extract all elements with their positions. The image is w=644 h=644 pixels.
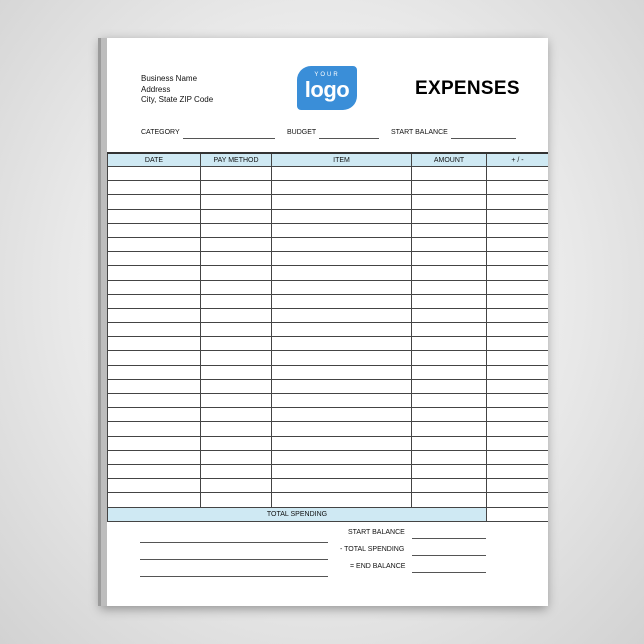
table-cell[interactable] (272, 337, 412, 351)
table-cell[interactable] (272, 351, 412, 365)
table-row (108, 280, 549, 294)
category-label: CATEGORY (141, 129, 180, 136)
table-cell[interactable] (108, 479, 201, 493)
table-cell[interactable] (108, 422, 201, 436)
table-cell[interactable] (108, 223, 201, 237)
table-cell[interactable] (487, 280, 549, 294)
table-cell[interactable] (272, 252, 412, 266)
table-row (108, 337, 549, 351)
table-row (108, 167, 549, 181)
table-cell[interactable] (272, 223, 412, 237)
table-row (108, 365, 549, 379)
table-cell[interactable] (412, 493, 487, 507)
table-cell[interactable] (487, 237, 549, 251)
table-row (108, 436, 549, 450)
total-spending-label: TOTAL SPENDING (108, 507, 487, 521)
table-cell[interactable] (487, 365, 549, 379)
summary-total-spending-label: - TOTAL SPENDING (340, 546, 405, 553)
table-cell[interactable] (108, 294, 201, 308)
table-cell[interactable] (108, 266, 201, 280)
business-address: Address (141, 84, 171, 94)
notes-line-3[interactable] (140, 576, 328, 577)
table-cell[interactable] (272, 266, 412, 280)
table-cell[interactable] (201, 237, 272, 251)
table-body (108, 167, 549, 508)
table-cell[interactable] (201, 209, 272, 223)
table-row (108, 294, 549, 308)
table-cell[interactable] (201, 266, 272, 280)
summary-start-balance-field[interactable] (412, 538, 486, 539)
table-cell[interactable] (487, 181, 549, 195)
col-header-pay-method: PAY METHOD (201, 153, 272, 167)
table-cell[interactable] (487, 252, 549, 266)
table-cell[interactable] (201, 252, 272, 266)
table-row (108, 408, 549, 422)
table-cell[interactable] (487, 337, 549, 351)
notes-line-1[interactable] (140, 542, 328, 543)
table-cell[interactable] (412, 351, 487, 365)
table-cell[interactable] (412, 450, 487, 464)
table-cell[interactable] (272, 365, 412, 379)
table-cell[interactable] (201, 195, 272, 209)
company-logo (297, 66, 357, 110)
table-cell[interactable] (412, 237, 487, 251)
table-cell[interactable] (272, 422, 412, 436)
col-header-item: ITEM (272, 153, 412, 167)
table-cell[interactable] (272, 450, 412, 464)
table-cell[interactable] (201, 223, 272, 237)
table-cell[interactable] (272, 308, 412, 322)
table-cell[interactable] (412, 280, 487, 294)
table-cell[interactable] (201, 464, 272, 478)
table-cell[interactable] (108, 464, 201, 478)
table-cell[interactable] (108, 394, 201, 408)
expense-form-sheet (107, 38, 548, 606)
table-cell[interactable] (201, 436, 272, 450)
table-cell[interactable] (108, 308, 201, 322)
table-cell[interactable] (412, 337, 487, 351)
col-header-plus-minus: + / - (487, 153, 549, 167)
table-cell[interactable] (412, 308, 487, 322)
table-cell[interactable] (108, 323, 201, 337)
business-info (141, 74, 213, 106)
table-cell[interactable] (108, 252, 201, 266)
summary-start-balance-label: START BALANCE (348, 529, 405, 536)
table-row (108, 464, 549, 478)
summary-total-spending-field[interactable] (412, 555, 486, 556)
table-cell[interactable] (412, 436, 487, 450)
table-cell[interactable] (272, 479, 412, 493)
table-row (108, 493, 549, 507)
table-row (108, 223, 549, 237)
table-cell[interactable] (412, 408, 487, 422)
business-city-line: City, State ZIP Code (141, 95, 214, 104)
table-cell[interactable] (201, 408, 272, 422)
table-cell[interactable] (412, 365, 487, 379)
table-cell[interactable] (108, 493, 201, 507)
summary-end-balance-label: = END BALANCE (350, 563, 406, 570)
table-cell[interactable] (201, 181, 272, 195)
start-balance-label: START BALANCE (391, 129, 448, 136)
budget-field[interactable] (319, 138, 379, 139)
table-cell[interactable] (108, 237, 201, 251)
table-cell[interactable] (412, 209, 487, 223)
table-cell[interactable] (108, 450, 201, 464)
table-cell[interactable] (201, 479, 272, 493)
table-cell[interactable] (487, 223, 549, 237)
logo-big-text: logo (304, 77, 350, 102)
table-cell[interactable] (201, 167, 272, 181)
table-cell[interactable] (201, 294, 272, 308)
table-cell[interactable] (272, 436, 412, 450)
table-row (108, 308, 549, 322)
table-cell[interactable] (108, 181, 201, 195)
table-cell[interactable] (487, 464, 549, 478)
table-cell[interactable] (487, 167, 549, 181)
table-row (108, 252, 549, 266)
table-cell[interactable] (412, 252, 487, 266)
table-cell[interactable] (108, 351, 201, 365)
table-cell[interactable] (272, 195, 412, 209)
table-cell[interactable] (487, 493, 549, 507)
table-cell[interactable] (487, 294, 549, 308)
logo-small-text: YOUR (314, 72, 340, 78)
table-cell[interactable] (487, 479, 549, 493)
summary-end-balance-field[interactable] (412, 572, 486, 573)
table-cell[interactable] (272, 280, 412, 294)
table-cell[interactable] (201, 308, 272, 322)
table-cell[interactable] (412, 266, 487, 280)
total-row (108, 507, 549, 521)
table-cell[interactable] (487, 379, 549, 393)
table-cell[interactable] (272, 237, 412, 251)
table-row (108, 237, 549, 251)
table-cell[interactable] (201, 422, 272, 436)
table-cell[interactable] (412, 422, 487, 436)
balance-summary (107, 526, 548, 586)
table-cell[interactable] (487, 422, 549, 436)
total-spending-amount-cell[interactable] (487, 507, 549, 521)
table-cell[interactable] (487, 323, 549, 337)
table-cell[interactable] (412, 195, 487, 209)
table-row (108, 394, 549, 408)
table-cell[interactable] (108, 195, 201, 209)
table-cell[interactable] (272, 209, 412, 223)
header-fields (107, 129, 548, 141)
table-cell[interactable] (412, 223, 487, 237)
table-header-row (108, 153, 549, 167)
expenses-table (107, 152, 548, 522)
table-row (108, 209, 549, 223)
table-cell[interactable] (108, 167, 201, 181)
table-cell[interactable] (412, 181, 487, 195)
business-name: Business Name (141, 74, 198, 83)
table-cell[interactable] (412, 479, 487, 493)
table-cell[interactable] (487, 195, 549, 209)
table-row (108, 422, 549, 436)
start-balance-field[interactable] (451, 138, 516, 139)
table-cell[interactable] (201, 450, 272, 464)
table-cell[interactable] (412, 379, 487, 393)
page-title: EXPENSES (415, 78, 520, 99)
table-row (108, 479, 549, 493)
table-cell[interactable] (487, 436, 549, 450)
table-cell[interactable] (412, 394, 487, 408)
table-cell[interactable] (272, 379, 412, 393)
table-cell[interactable] (201, 351, 272, 365)
table-cell[interactable] (487, 394, 549, 408)
table-cell[interactable] (201, 323, 272, 337)
table-cell[interactable] (201, 379, 272, 393)
table-cell[interactable] (108, 337, 201, 351)
category-field[interactable] (183, 138, 275, 139)
table-row (108, 181, 549, 195)
table-cell[interactable] (201, 365, 272, 379)
table-cell[interactable] (108, 365, 201, 379)
table-cell[interactable] (487, 408, 549, 422)
table-cell[interactable] (487, 209, 549, 223)
table-cell[interactable] (272, 408, 412, 422)
col-header-date: DATE (108, 153, 201, 167)
table-cell[interactable] (487, 266, 549, 280)
table-cell[interactable] (272, 294, 412, 308)
table-cell[interactable] (412, 294, 487, 308)
table-cell[interactable] (108, 408, 201, 422)
table-row (108, 195, 549, 209)
table-cell[interactable] (272, 181, 412, 195)
table-cell[interactable] (108, 436, 201, 450)
table-row (108, 351, 549, 365)
table-row (108, 323, 549, 337)
table-cell[interactable] (272, 394, 412, 408)
table-cell[interactable] (487, 351, 549, 365)
table-cell[interactable] (108, 379, 201, 393)
table-cell[interactable] (272, 323, 412, 337)
col-header-amount: AMOUNT (412, 153, 487, 167)
table-cell[interactable] (108, 209, 201, 223)
table-row (108, 450, 549, 464)
table-row (108, 379, 549, 393)
table-cell[interactable] (412, 464, 487, 478)
table-cell[interactable] (272, 464, 412, 478)
notes-line-2[interactable] (140, 559, 328, 560)
table-cell[interactable] (412, 323, 487, 337)
table-cell[interactable] (201, 394, 272, 408)
budget-label: BUDGET (287, 129, 317, 136)
table-cell[interactable] (412, 167, 487, 181)
table-cell[interactable] (201, 493, 272, 507)
table-row (108, 266, 549, 280)
table-cell[interactable] (108, 280, 201, 294)
table-cell[interactable] (487, 450, 549, 464)
table-cell[interactable] (272, 493, 412, 507)
table-cell[interactable] (201, 280, 272, 294)
table-cell[interactable] (487, 308, 549, 322)
table-cell[interactable] (272, 167, 412, 181)
table-cell[interactable] (201, 337, 272, 351)
